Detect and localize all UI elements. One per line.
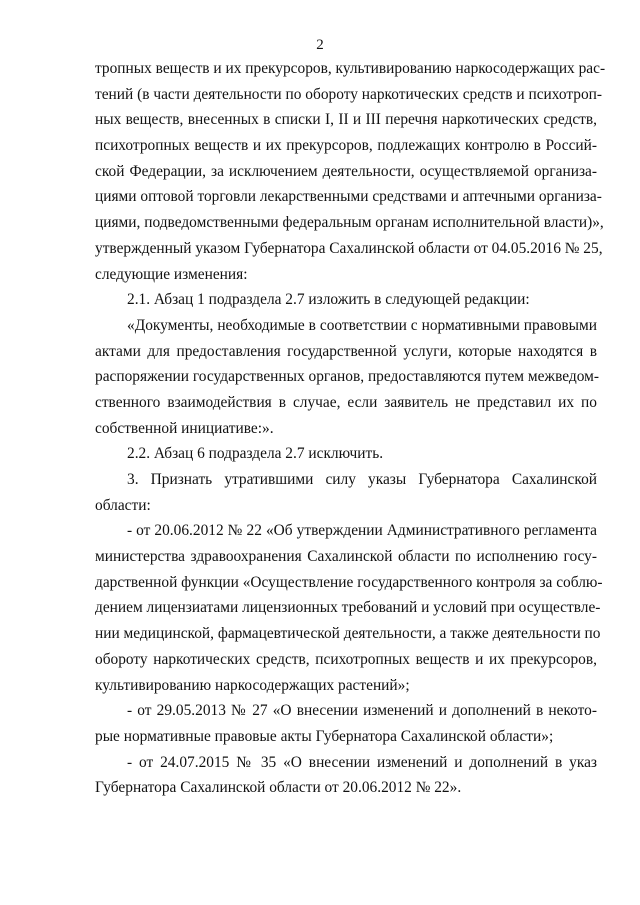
text-line: области:: [95, 496, 151, 514]
text-line: 2.2. Абзац 6 подраздела 2.7 исключить.: [127, 445, 384, 463]
text-line: тений (в части деятельности по обороту наркотических средств и психотроп-: [95, 85, 603, 103]
document-body: [95, 56, 606, 801]
text-line: - от 20.06.2012 № 22 «Об утверждении Административного регламента: [127, 522, 597, 540]
text-line: министерства здравоохранения Сахалинской области по исполнению госу-: [95, 548, 597, 566]
text-line: психотропных веществ и их прекурсоров, подлежащих контролю в Россий-: [95, 137, 597, 155]
text-line: циями оптовой торговли лекарственными средствами и аптечными организа-: [95, 188, 602, 206]
text-line: следующие изменения:: [95, 265, 248, 283]
text-line: ской Федерации, за исключением деятельности, осуществляемой организа-: [95, 162, 597, 180]
text-line: дарственной функции «Осуществление государственного контроля за соблю-: [95, 573, 603, 591]
text-line: рые нормативные правовые акты Губернатора Сахалинской области»;: [95, 727, 554, 745]
text-line: обороту наркотических средств, психотропных веществ и их прекурсоров,: [95, 650, 597, 668]
text-line: циями, подведомственными федеральным органам исполнительной власти)»,: [95, 214, 604, 232]
text-line: дением лицензиатами лицензионных требований и условий при осуществле-: [95, 599, 601, 617]
text-line: ных веществ, внесенных в списки I, II и III перечня наркотических средств,: [95, 111, 597, 129]
text-line: актами для предоставления государственной услуги, которые находятся в: [95, 342, 597, 360]
text-line: Губернатора Сахалинской области от 20.06.2012 № 22».: [95, 779, 462, 797]
text-line: «Документы, необходимые в соответствии с нормативными правовыми: [127, 316, 597, 334]
text-line: распоряжении государственных органов, предоставляются путем межведом-: [95, 368, 599, 386]
page-number: 2: [316, 37, 324, 53]
text-line: 3. Признать утратившими силу указы Губернатора Сахалинской: [127, 471, 597, 488]
text-line: культивированию наркосодержащих растений»;: [95, 676, 410, 694]
text-line: тропных веществ и их прекурсоров, культивированию наркосодержащих рас-: [95, 60, 606, 77]
text-line: собственной инициативе:».: [95, 419, 274, 437]
text-line: ственного взаимодействия в случае, если заявитель не представил их по: [95, 393, 597, 411]
text-line: 2.1. Абзац 1 подраздела 2.7 изложить в следующей редакции:: [127, 291, 530, 309]
text-line: - от 24.07.2015 № 35 «О внесении изменений и дополнений в указ: [127, 753, 597, 771]
text-line: - от 29.05.2013 № 27 «О внесении изменений и дополнений в некото-: [127, 702, 597, 720]
text-line: нии медицинской, фармацевтической деятельности, а также деятельности по: [95, 625, 601, 643]
text-line: утвержденный указом Губернатора Сахалинской области от 04.05.2016 № 25,: [95, 239, 603, 257]
